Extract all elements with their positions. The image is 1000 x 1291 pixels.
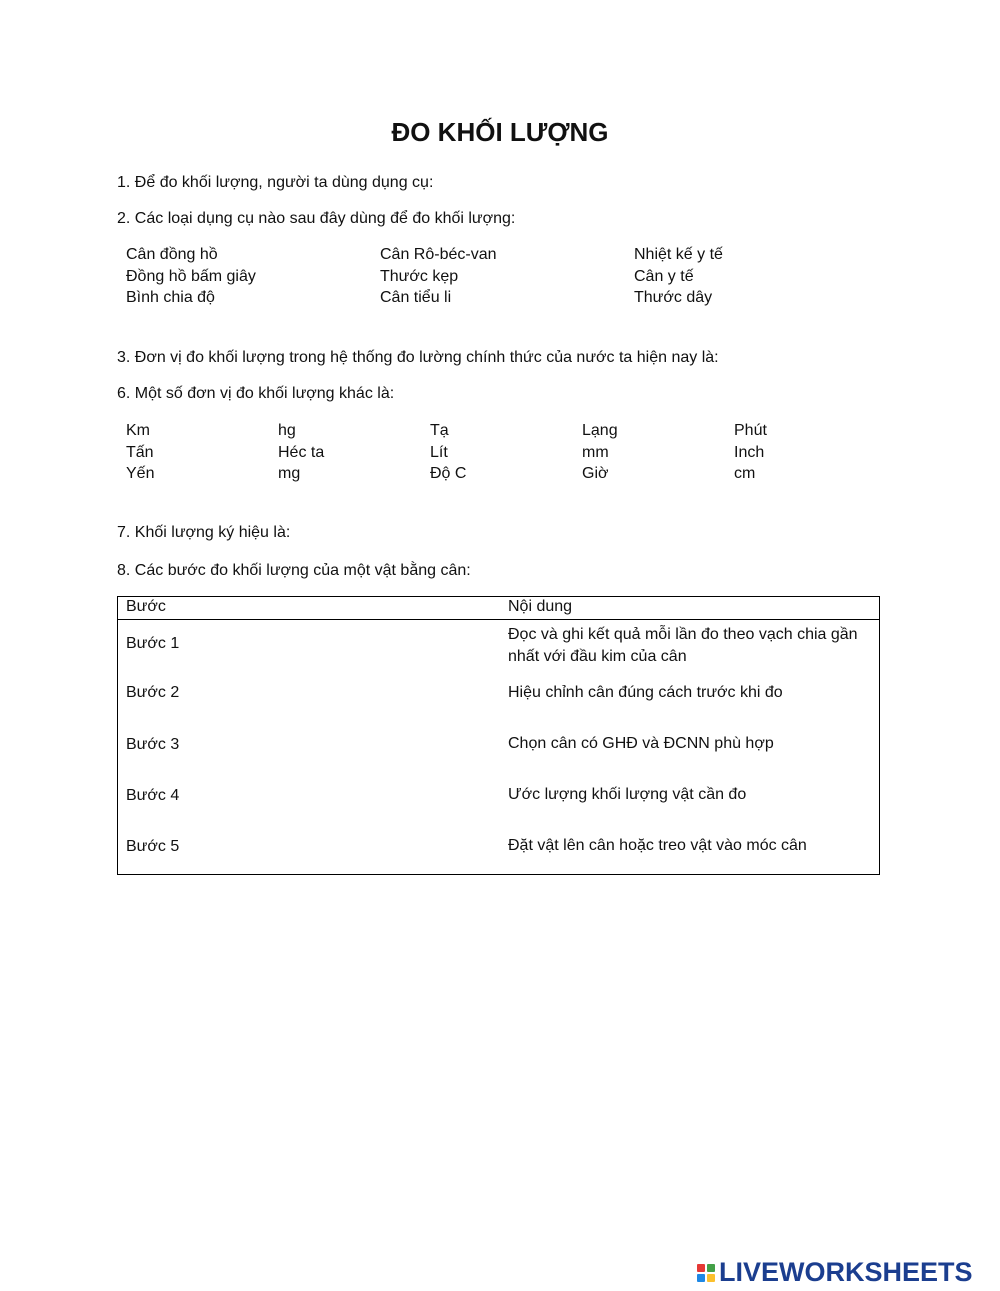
unit-item: Inch — [734, 443, 765, 461]
unit-item: Tạ — [430, 422, 449, 439]
page-title: ĐO KHỐI LƯỢNG — [391, 117, 609, 147]
unit-item: Giờ — [582, 465, 609, 482]
table-header — [118, 597, 879, 620]
header-step: Bước — [126, 598, 166, 615]
unit-item: cm — [734, 465, 756, 482]
step-content: Chọn cân có GHĐ và ĐCNN phù hợp — [508, 735, 774, 752]
question-7: 7. Khối lượng ký hiệu là: — [117, 524, 291, 541]
step-label: Bước 3 — [126, 736, 180, 753]
step-label: Bước 1 — [126, 635, 180, 652]
question-2: 2. Các loại dụng cụ nào sau đây dùng để đo khối lượng: — [117, 210, 516, 227]
step-content: Ước lượng khối lượng vật cần đo — [508, 786, 747, 803]
step-label: Bước 5 — [126, 838, 180, 855]
instruments-list — [126, 244, 834, 309]
instrument-item: Cân đồng hồ — [126, 246, 218, 263]
step-content: Hiệu chỉnh cân đúng cách trước khi đo — [508, 684, 783, 701]
header-content: Nội dung — [508, 598, 573, 615]
logo-square — [707, 1264, 715, 1272]
instrument-item: Thước kẹp — [380, 267, 459, 285]
logo-text: LIVEWORKSHEETS — [719, 1257, 973, 1287]
unit-item: Héc ta — [278, 443, 325, 461]
instrument-item: Cân y tế — [634, 267, 694, 285]
logo-icon — [697, 1264, 715, 1282]
logo-square — [697, 1264, 705, 1272]
instrument-item: Cân Rô-béc-van — [380, 246, 497, 263]
unit-item: Lít — [430, 443, 448, 461]
step-label: Bước 4 — [126, 787, 180, 804]
logo-square — [697, 1274, 705, 1282]
instrument-item: Bình chia độ — [126, 289, 215, 306]
unit-item: Tấn — [126, 443, 154, 461]
instrument-item: Thước dây — [634, 289, 713, 306]
logo-square — [707, 1274, 715, 1282]
step-label: Bước 2 — [126, 684, 180, 701]
unit-item: Km — [126, 422, 150, 439]
unit-item: hg — [278, 422, 296, 439]
instrument-item: Cân tiểu li — [380, 289, 452, 306]
unit-item: Lạng — [582, 422, 618, 439]
units-list — [126, 420, 854, 485]
question-6: 6. Một số đơn vị đo khối lượng khác là: — [117, 385, 395, 402]
steps-table — [117, 596, 880, 875]
liveworksheets-logo — [697, 1257, 973, 1288]
unit-item: Độ C — [430, 465, 467, 482]
question-1: 1. Để đo khối lượng, người ta dùng dụng cụ: — [117, 174, 434, 191]
instrument-item: Đồng hồ bấm giây — [126, 267, 256, 285]
step-content: Đọc và ghi kết quả mỗi lần đo theo vạch chia gần nhất với đầu kim của cân — [508, 626, 858, 665]
unit-item: mm — [582, 443, 609, 461]
question-8: 8. Các bước đo khối lượng của một vật bằng cân: — [117, 562, 471, 579]
unit-item: mg — [278, 465, 301, 482]
unit-item: Phút — [734, 422, 767, 439]
instrument-item: Nhiệt kế y tế — [634, 246, 723, 263]
question-3: 3. Đơn vị đo khối lượng trong hệ thống đo lường chính thức của nước ta hiện nay là: — [117, 349, 719, 366]
unit-item: Yến — [126, 465, 155, 482]
step-content: Đặt vật lên cân hoặc treo vật vào móc cân — [508, 837, 807, 854]
